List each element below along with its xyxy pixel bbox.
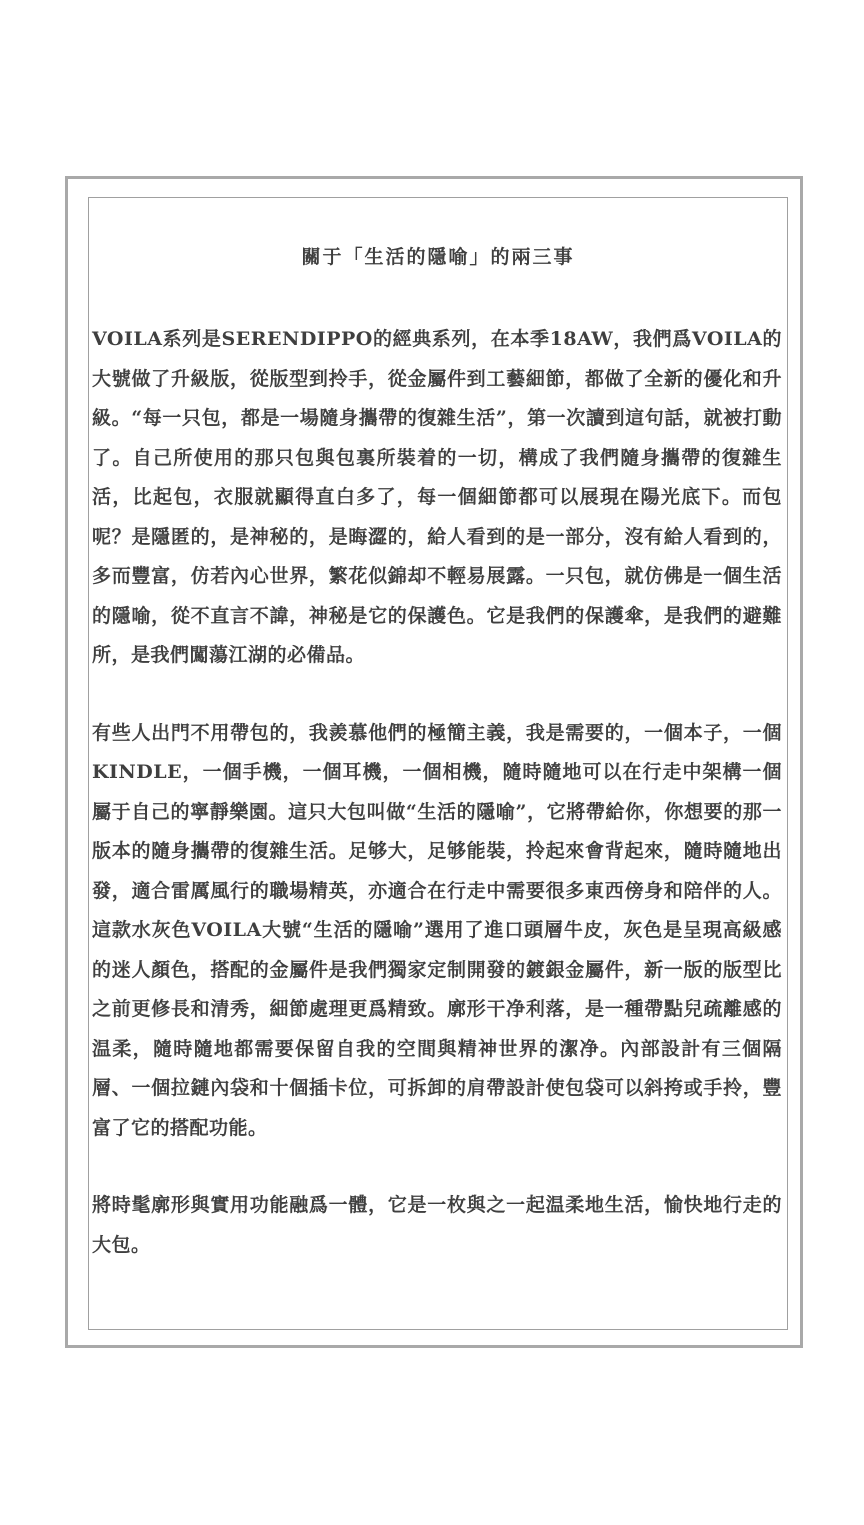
article-title: 關于「生活的隱喻」的兩三事 xyxy=(301,246,575,268)
paragraph-2: 有些人出門不用帶包的，我羨慕他們的極簡主義，我是需要的，一個本子，一個KINDLE，一個手機，一個耳機，一個相機，隨時隨地可以在行走中架構一個屬于自己的寧靜樂園。這只大包叫做“生活的隱喻”，它將帶給你，你想要的那一版本的隨身攜帶的復雜生活。足够大，足够能裝，拎起來會背起來，隨時隨地出發，適合雷厲風行的職場精英，亦適合在行走中需要很多東西傍身和陪伴的人。這款水灰色VOILA大號“生活的隱喻”選用了進口頭層牛皮，灰色是呈現高級感的迷人顏色，搭配的金屬件是我們獨家定制開發的鍍銀金屬件，新一版的版型比之前更修長和清秀，細節處理更爲精致。廓形干净利落，是一種帶點兒疏離感的温柔，隨時隨地都需要保留自我的空間與精神世界的潔净。內部設計有三個隔層、一個拉鏈內袋和十個插卡位，可拆卸的肩帶設計使包袋可以斜挎或手拎，豐富了它的搭配功能。 xyxy=(92,721,782,1139)
paragraph-1: VOILA系列是SERENDIPPO的經典系列，在本季18AW，我們爲VOILA的大號做了升級版，從版型到拎手，從金屬件到工藝細節，都做了全新的優化和升級。“每一只包，都是一場隨身攜帶的復雜生活”，第一次讀到這句話，就被打動了。自己所使用的那只包與包裏所裝着的一切，構成了我們隨身攜帶的復雜生活，比起包，衣服就顯得直白多了，每一個細節都可以展現在陽光底下。而包呢？是隱匿的，是神秘的，是晦澀的，給人看到的是一部分，沒有給人看到的，多而豐富，仿若內心世界，繁花似錦却不輕易展露。一只包，就仿佛是一個生活的隱喻，從不直言不諱，神秘是它的保護色。它是我們的保護傘，是我們的避難所，是我們闖蕩江湖的必備品。 xyxy=(92,328,782,666)
article-body xyxy=(92,320,782,1303)
article-card xyxy=(88,197,788,1330)
paragraph-3: 將時髦廓形與實用功能融爲一體，它是一枚與之一起温柔地生活，愉快地行走的大包。 xyxy=(92,1194,782,1256)
